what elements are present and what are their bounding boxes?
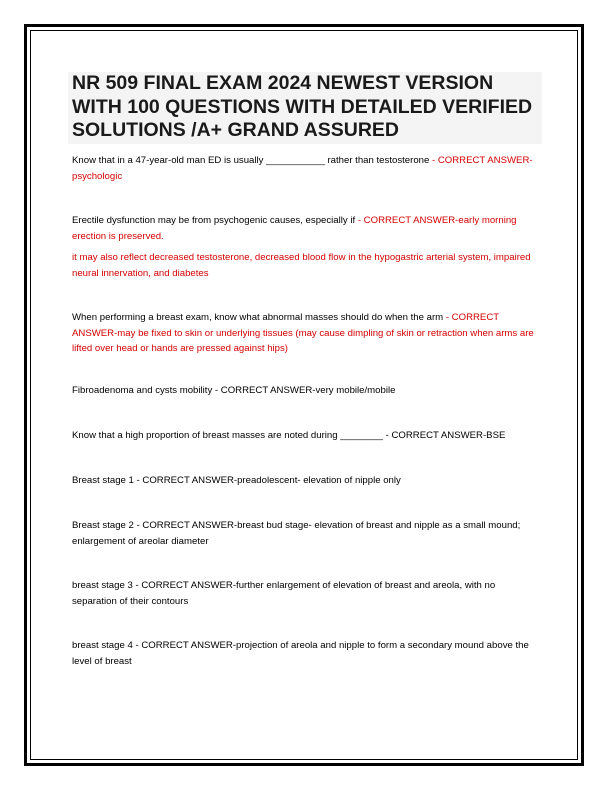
- qa-entry-9: breast stage 4 - CORRECT ANSWER-projection of areola and nipple to form a secondary mound above the level of breast: [72, 640, 529, 667]
- qa-entry-6: Breast stage 1 - CORRECT ANSWER-preadolescent- elevation of nipple only: [72, 475, 401, 486]
- question-text: Erectile dysfunction may be from psychogenic causes, especially if: [72, 215, 358, 226]
- correct-answer: - CORRECT ANSWER-may be fixed to skin or underlying tissues (may cause dimpling of skin or retraction when arms are lifted over head or hands are pressed against hips): [72, 312, 534, 354]
- correct-answer: - CORRECT ANSWER-psychologic: [72, 155, 533, 182]
- qa-entry-2: [72, 213, 540, 244]
- qa-entry-5: Know that a high proportion of breast masses are noted during ________ - CORRECT ANSWER-BSE: [72, 430, 506, 441]
- qa-entry-8: breast stage 3 - CORRECT ANSWER-further enlargement of elevation of breast and areola, with no separation of their contours: [72, 580, 496, 607]
- qa-entry-3: [72, 310, 540, 357]
- qa-entry-1: [72, 153, 540, 184]
- document-title: NR 509 FINAL EXAM 2024 NEWEST VERSION WITH 100 QUESTIONS WITH DETAILED VERIFIED SOLUTIONS /A+ GRAND ASSURED: [72, 72, 533, 141]
- qa-entry-7: Breast stage 2 - CORRECT ANSWER-breast bud stage- elevation of breast and nipple as a small mound; enlargement of areolar diameter: [72, 520, 521, 547]
- answer-note: it may also reflect decreased testosterone, decreased blood flow in the hypogastric arterial system, impaired neural innervation, and diabetes: [72, 252, 531, 279]
- question-text: Know that in a 47-year-old man ED is usually ___________ rather than testosterone: [72, 155, 432, 166]
- qa-entry-4: Fibroadenoma and cysts mobility - CORRECT ANSWER-very mobile/mobile: [72, 385, 396, 396]
- correct-answer: - CORRECT ANSWER-early morning erection is preserved.: [72, 215, 517, 242]
- question-text: When performing a breast exam, know what abnormal masses should do when the arm: [72, 312, 446, 323]
